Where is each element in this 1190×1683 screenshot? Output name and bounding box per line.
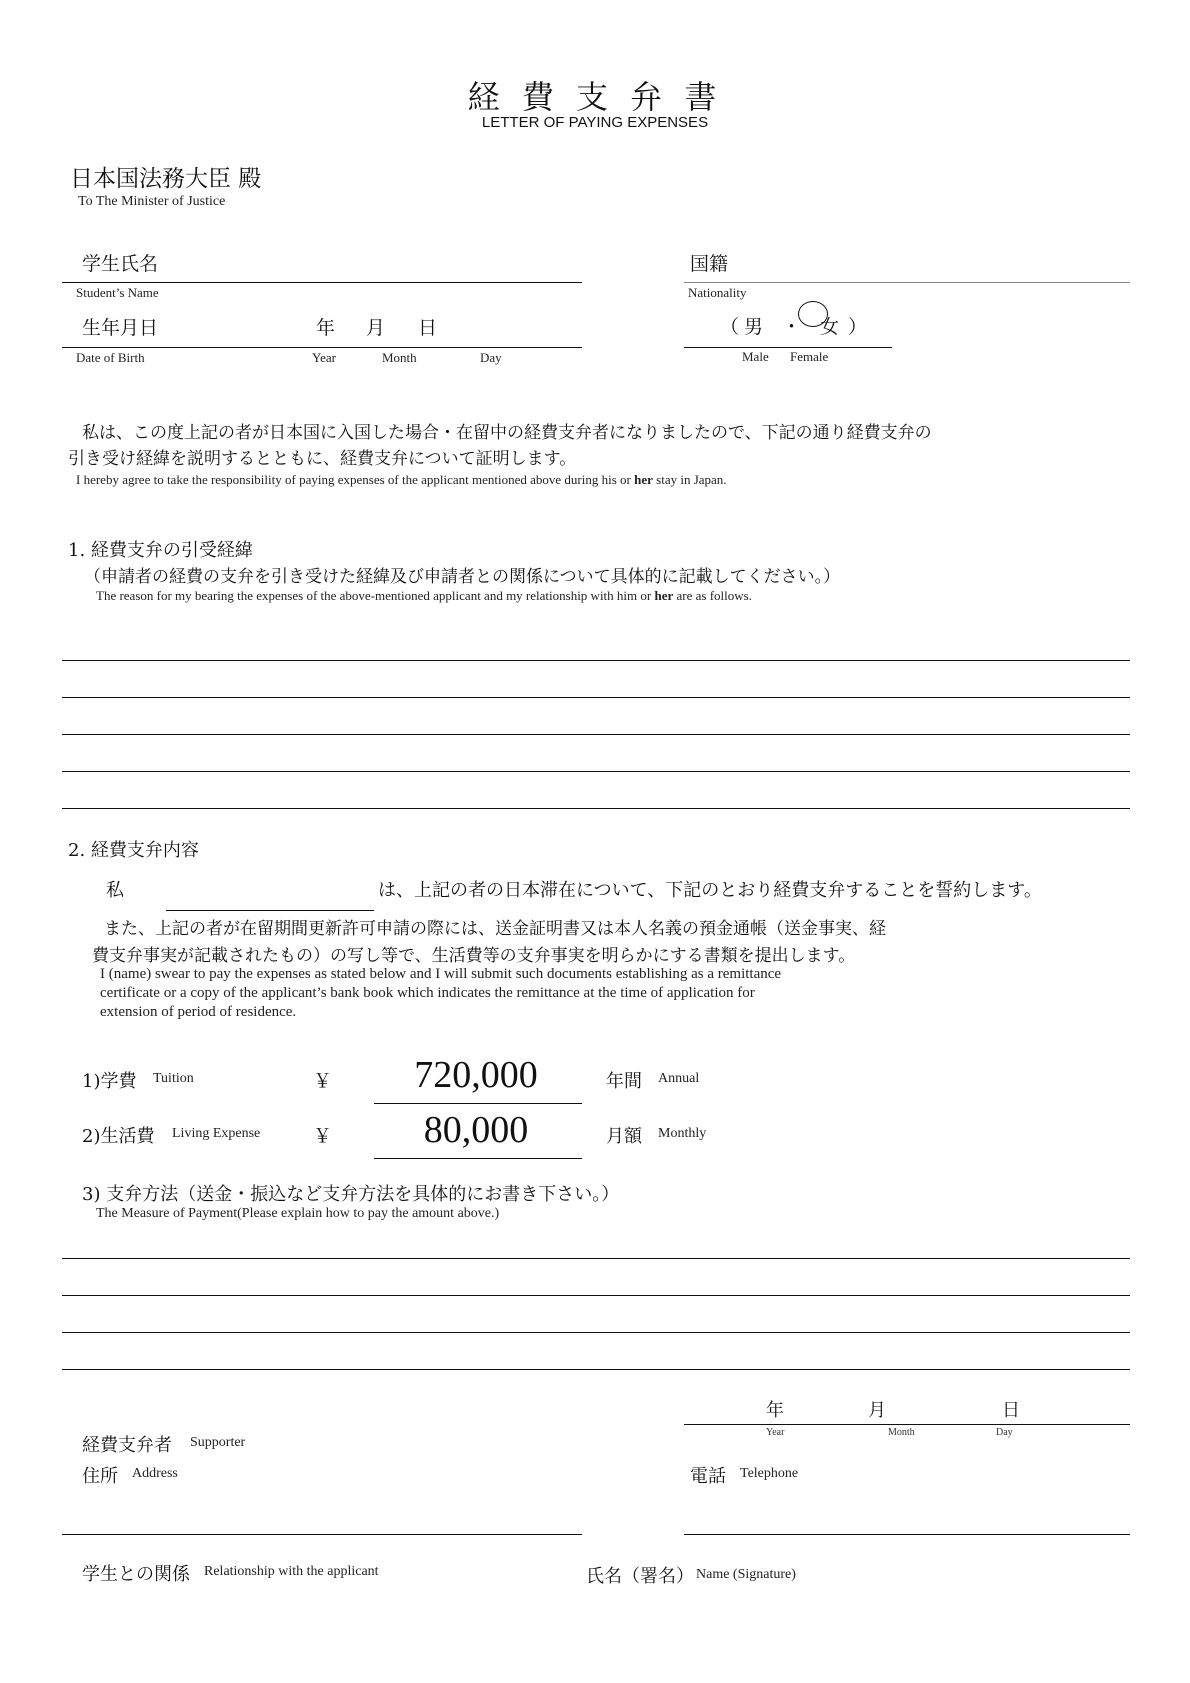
- document-title-jp: 経 費 支 弁 書: [467, 78, 723, 116]
- living-period-en: Monthly: [658, 1126, 707, 1141]
- supporter-day-en: Day: [996, 1427, 1013, 1438]
- supporter-label-jp: 経費支弁者: [82, 1435, 172, 1456]
- addressee-en: To The Minister of Justice: [78, 194, 226, 209]
- living-label-jp: 2)生活費: [82, 1126, 155, 1147]
- dob-field[interactable]: [62, 347, 582, 348]
- gender-open-paren: （: [720, 316, 740, 338]
- section1-heading: 1. 経費支弁の引受経緯: [68, 540, 253, 561]
- dob-month-en: Month: [382, 350, 417, 365]
- gender-male-en: Male: [742, 349, 769, 364]
- gender-separator: ・: [782, 316, 802, 338]
- pledge-text: は、上記の者の日本滞在について、下記のとおり経費支弁することを誓約します。: [378, 880, 1042, 901]
- address-label-en: Address: [132, 1466, 178, 1481]
- living-label-en: Living Expense: [172, 1126, 261, 1141]
- gender-selection-circle: [798, 301, 828, 327]
- relationship-label-jp: 学生との関係: [82, 1564, 190, 1585]
- telephone-field[interactable]: [684, 1534, 1130, 1535]
- section1-instruction-en: The reason for my bearing the expenses of the above-mentioned applicant and my relationship with him or her are as follows.: [96, 588, 752, 603]
- addressee-jp: 日本国法務大臣 殿: [70, 166, 262, 192]
- student-name-label-en: Student’s Name: [76, 285, 159, 300]
- intro-jp-line2: 引き受け経緯を説明するとともに、経費支弁について証明します。: [68, 449, 577, 469]
- supporter-month-jp: 月: [868, 1400, 886, 1421]
- gender-female-en: Female: [790, 349, 829, 364]
- reason-line-1[interactable]: [62, 660, 1130, 661]
- payment-line-2[interactable]: [62, 1295, 1130, 1296]
- section2-heading: 2. 経費支弁内容: [68, 840, 199, 861]
- document-title-en: LETTER OF PAYING EXPENSES: [481, 114, 709, 131]
- tuition-amount[interactable]: 720,000: [414, 1054, 538, 1096]
- dob-year-jp: 年: [316, 317, 336, 339]
- signature-label-jp: 氏名（署名）: [586, 1566, 694, 1587]
- living-amount-underline: [374, 1158, 582, 1159]
- pledge2-jp-line1: また、上記の者が在留期間更新許可申請の際には、送金証明書又は本人名義の預金通帳（送金事実、経: [104, 919, 886, 939]
- supporter-year-jp: 年: [766, 1400, 784, 1421]
- nationality-field[interactable]: [684, 282, 1130, 283]
- intro-en: I hereby agree to take the responsibility of paying expenses of the applicant mentioned above during his or her stay in Japan.: [76, 472, 727, 487]
- reason-line-4[interactable]: [62, 771, 1130, 772]
- payment-line-4[interactable]: [62, 1369, 1130, 1370]
- tuition-currency: ￥: [313, 1070, 333, 1092]
- gender-close-paren: ）: [848, 316, 868, 338]
- dob-label-jp: 生年月日: [82, 317, 159, 339]
- pledge2-jp-line2: 費支弁事実が記載されたもの）の写し等で、生活費等の支弁事実を明らかにする書類を提出します。: [92, 946, 856, 966]
- tuition-period-en: Annual: [658, 1071, 700, 1086]
- living-period-jp: 月額: [606, 1126, 642, 1147]
- reason-line-2[interactable]: [62, 697, 1130, 698]
- student-name-field[interactable]: [62, 282, 582, 283]
- dob-day-jp: 日: [418, 317, 438, 339]
- payment-line-3[interactable]: [62, 1332, 1130, 1333]
- dob-month-jp: 月: [366, 317, 386, 339]
- dob-label-en: Date of Birth: [76, 350, 145, 365]
- supporter-year-en: Year: [766, 1427, 785, 1438]
- dob-year-en: Year: [312, 350, 336, 365]
- nationality-label-jp: 国籍: [690, 253, 729, 275]
- living-amount[interactable]: 80,000: [423, 1109, 529, 1151]
- relationship-label-en: Relationship with the applicant: [204, 1564, 379, 1579]
- section1-instruction-jp: （申請者の経費の支弁を引き受けた経緯及び申請者との関係について具体的に記載してください。）: [84, 567, 841, 587]
- gender-female-jp[interactable]: 女: [820, 316, 840, 338]
- payment-line-1[interactable]: [62, 1258, 1130, 1259]
- gender-field: [684, 347, 892, 348]
- reason-line-3[interactable]: [62, 734, 1130, 735]
- supporter-month-en: Month: [888, 1427, 915, 1438]
- pledge-en-line3: extension of period of residence.: [100, 1004, 297, 1020]
- pledge-en-line2: certificate or a copy of the applicant’s bank book which indicates the remittance at the time of application for: [100, 985, 755, 1001]
- tuition-label-jp: 1)学費: [82, 1071, 137, 1092]
- tuition-amount-underline: [374, 1103, 582, 1104]
- supporter-name-field[interactable]: [166, 910, 374, 911]
- reason-line-5[interactable]: [62, 808, 1130, 809]
- pledge-i: 私: [106, 880, 124, 901]
- address-field[interactable]: [62, 1534, 582, 1535]
- telephone-label-en: Telephone: [740, 1466, 799, 1481]
- dob-day-en: Day: [480, 350, 502, 365]
- telephone-label-jp: 電話: [690, 1466, 726, 1487]
- address-label-jp: 住所: [82, 1466, 118, 1487]
- nationality-label-en: Nationality: [688, 285, 747, 300]
- living-currency: ￥: [313, 1125, 333, 1147]
- signature-label-en: Name (Signature): [696, 1567, 796, 1582]
- supporter-day-jp: 日: [1002, 1400, 1020, 1421]
- payment-method-en: The Measure of Payment(Please explain how to pay the amount above.): [96, 1206, 500, 1221]
- payment-method-jp: 3) 支弁方法（送金・振込など支弁方法を具体的にお書き下さい。）: [82, 1184, 620, 1205]
- intro-jp-line1: 私は、この度上記の者が日本国に入国した場合・在留中の経費支弁者になりましたので、下記の通り経費支弁の: [82, 423, 932, 443]
- student-name-label-jp: 学生氏名: [82, 253, 159, 275]
- supporter-date-field[interactable]: [684, 1424, 1130, 1425]
- tuition-label-en: Tuition: [153, 1071, 194, 1086]
- pledge-en-line1: I (name) swear to pay the expenses as stated below and I will submit such documents establishing as a remittance: [100, 966, 782, 982]
- tuition-period-jp: 年間: [606, 1071, 642, 1092]
- gender-male-jp[interactable]: 男: [744, 316, 764, 338]
- supporter-label-en: Supporter: [190, 1435, 246, 1450]
